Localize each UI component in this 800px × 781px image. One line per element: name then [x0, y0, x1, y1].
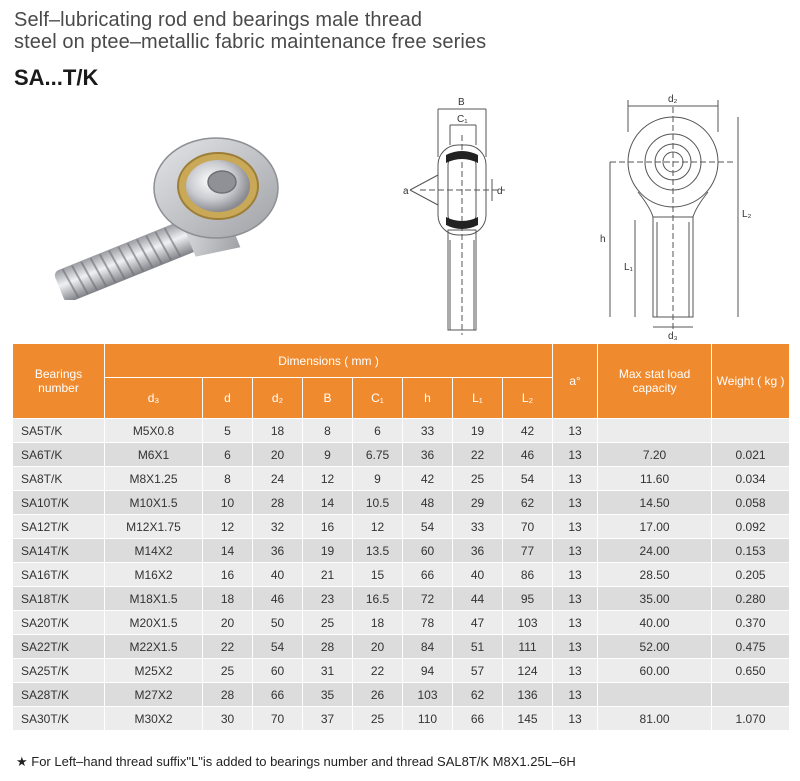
table-cell: 6: [203, 443, 253, 467]
table-cell: 66: [403, 563, 453, 587]
table-cell: 13: [553, 491, 598, 515]
table-cell: 33: [453, 515, 503, 539]
table-cell: 44: [453, 587, 503, 611]
table-cell: 12: [303, 467, 353, 491]
table-cell: 110: [403, 707, 453, 731]
front-view-drawing: [590, 92, 765, 342]
table-cell: 0.034: [712, 467, 790, 491]
table-cell: 46: [253, 587, 303, 611]
table-row: [13, 419, 790, 443]
table-cell: SA28T/K: [13, 683, 105, 707]
label-L1: L₁: [624, 262, 633, 273]
sub-header-cell: L₂: [503, 378, 553, 419]
table-cell: M8X1.25: [105, 467, 203, 491]
table-cell: 0.280: [712, 587, 790, 611]
table-row: [13, 635, 790, 659]
sub-header-cell: B: [303, 378, 353, 419]
table-cell: 23: [303, 587, 353, 611]
table-cell: M10X1.5: [105, 491, 203, 515]
table-cell: 42: [403, 467, 453, 491]
table-cell: [598, 683, 712, 707]
sub-header-cell: C₁: [353, 378, 403, 419]
table-cell: 25: [453, 467, 503, 491]
table-cell: 22: [203, 635, 253, 659]
table-cell: M6X1: [105, 443, 203, 467]
table-cell: 24: [253, 467, 303, 491]
table-cell: 13: [553, 707, 598, 731]
table-cell: 13: [553, 563, 598, 587]
table-cell: 18: [253, 419, 303, 443]
table-cell: 60.00: [598, 659, 712, 683]
table-cell: 0.370: [712, 611, 790, 635]
table-cell: 50: [253, 611, 303, 635]
table-cell: [598, 419, 712, 443]
table-cell: 18: [353, 611, 403, 635]
header-dimensions: Dimensions ( mm ): [105, 344, 553, 378]
table-cell: 70: [253, 707, 303, 731]
table-cell: 54: [503, 467, 553, 491]
table-cell: 25: [353, 707, 403, 731]
table-cell: 77: [503, 539, 553, 563]
table-cell: SA12T/K: [13, 515, 105, 539]
header-max-load: Max stat load capacity: [598, 344, 712, 419]
label-d2: d₂: [668, 94, 678, 105]
label-B: B: [458, 97, 465, 108]
table-cell: 20: [253, 443, 303, 467]
table-cell: 16: [203, 563, 253, 587]
table-cell: 9: [353, 467, 403, 491]
table-cell: 86: [503, 563, 553, 587]
table-cell: SA8T/K: [13, 467, 105, 491]
dimensions-table: [12, 343, 790, 731]
table-cell: M16X2: [105, 563, 203, 587]
table-cell: 8: [303, 419, 353, 443]
table-cell: 95: [503, 587, 553, 611]
table-row: [13, 707, 790, 731]
label-a: a: [403, 186, 409, 197]
header-weight: Weight ( kg ): [712, 344, 790, 419]
table-cell: 13: [553, 635, 598, 659]
table-cell: 66: [253, 683, 303, 707]
table-cell: M20X1.5: [105, 611, 203, 635]
title-line-2: steel on ptee–metallic fabric maintenance free series: [14, 31, 487, 53]
table-cell: 40.00: [598, 611, 712, 635]
table-cell: SA25T/K: [13, 659, 105, 683]
table-cell: 54: [403, 515, 453, 539]
table-cell: 24.00: [598, 539, 712, 563]
table-row: [13, 659, 790, 683]
header-a: a°: [553, 344, 598, 419]
table-cell: 0.092: [712, 515, 790, 539]
table-row: [13, 611, 790, 635]
table-cell: 62: [503, 491, 553, 515]
table-cell: 18: [203, 587, 253, 611]
label-L2: L₂: [742, 209, 752, 220]
table-cell: 28: [253, 491, 303, 515]
table-row: [13, 443, 790, 467]
table-cell: 36: [403, 443, 453, 467]
table-cell: SA6T/K: [13, 443, 105, 467]
table-cell: 28.50: [598, 563, 712, 587]
table-cell: 13: [553, 611, 598, 635]
table-cell: 0.021: [712, 443, 790, 467]
table-cell: 16.5: [353, 587, 403, 611]
table-cell: 60: [253, 659, 303, 683]
table-cell: M5X0.8: [105, 419, 203, 443]
table-cell: SA22T/K: [13, 635, 105, 659]
table-cell: SA16T/K: [13, 563, 105, 587]
table-cell: 13: [553, 683, 598, 707]
table-body: [13, 419, 790, 731]
table-cell: SA10T/K: [13, 491, 105, 515]
table-cell: 12: [353, 515, 403, 539]
table-cell: SA5T/K: [13, 419, 105, 443]
table-row: [13, 467, 790, 491]
table-cell: 60: [403, 539, 453, 563]
table-cell: 21: [303, 563, 353, 587]
series-title: SA...T/K: [14, 65, 99, 90]
table-cell: 15: [353, 563, 403, 587]
table-cell: 28: [303, 635, 353, 659]
table-cell: 22: [353, 659, 403, 683]
table-cell: 78: [403, 611, 453, 635]
table-cell: 25: [303, 611, 353, 635]
table-cell: 0.650: [712, 659, 790, 683]
table-cell: 28: [203, 683, 253, 707]
title-line-1: Self–lubricating rod end bearings male thread: [14, 9, 423, 31]
table-cell: 0.205: [712, 563, 790, 587]
table-cell: 145: [503, 707, 553, 731]
table-row: [13, 563, 790, 587]
table-cell: 124: [503, 659, 553, 683]
table-cell: 84: [403, 635, 453, 659]
table-row: [13, 539, 790, 563]
table-cell: 66: [453, 707, 503, 731]
table-cell: 103: [503, 611, 553, 635]
table-cell: 14.50: [598, 491, 712, 515]
table-cell: 46: [503, 443, 553, 467]
label-d: d: [497, 186, 503, 197]
table-cell: 94: [403, 659, 453, 683]
side-view-drawing: [380, 95, 520, 340]
table-cell: 16: [303, 515, 353, 539]
table-row: [13, 515, 790, 539]
table-cell: 51: [453, 635, 503, 659]
table-cell: 1.070: [712, 707, 790, 731]
table-cell: 37: [303, 707, 353, 731]
table-cell: 20: [203, 611, 253, 635]
table-cell: 103: [403, 683, 453, 707]
table-cell: 111: [503, 635, 553, 659]
table-cell: M27X2: [105, 683, 203, 707]
table-cell: 62: [453, 683, 503, 707]
table-cell: 7.20: [598, 443, 712, 467]
table-cell: 19: [453, 419, 503, 443]
table-cell: 13: [553, 419, 598, 443]
table-cell: 13: [553, 443, 598, 467]
table-cell: 10.5: [353, 491, 403, 515]
header-bearing-number: Bearings number: [13, 344, 105, 419]
table-cell: SA14T/K: [13, 539, 105, 563]
table-cell: 31: [303, 659, 353, 683]
table-cell: 36: [253, 539, 303, 563]
table-cell: 0.475: [712, 635, 790, 659]
table-cell: [712, 683, 790, 707]
table-cell: 5: [203, 419, 253, 443]
table-cell: 54: [253, 635, 303, 659]
table-cell: 0.153: [712, 539, 790, 563]
table-cell: 42: [503, 419, 553, 443]
table-cell: M12X1.75: [105, 515, 203, 539]
table-cell: 29: [453, 491, 503, 515]
table-cell: 17.00: [598, 515, 712, 539]
table-cell: 33: [403, 419, 453, 443]
sub-header-cell: d: [203, 378, 253, 419]
table-cell: 22: [453, 443, 503, 467]
table-cell: 70: [503, 515, 553, 539]
table-cell: 72: [403, 587, 453, 611]
table-cell: 32: [253, 515, 303, 539]
table-cell: 10: [203, 491, 253, 515]
table-cell: 52.00: [598, 635, 712, 659]
table-cell: 6: [353, 419, 403, 443]
table-cell: 13: [553, 587, 598, 611]
table-cell: 13: [553, 515, 598, 539]
table-row: [13, 683, 790, 707]
table-cell: 13: [553, 539, 598, 563]
table-cell: M30X2: [105, 707, 203, 731]
table-cell: 12: [203, 515, 253, 539]
sub-header-cell: h: [403, 378, 453, 419]
table-cell: 8: [203, 467, 253, 491]
table-cell: 13.5: [353, 539, 403, 563]
table-row: [13, 491, 790, 515]
footnote: ★ For Left–hand thread suffix"L"is added to bearings number and thread SAL8T/K M8X1.25L–6H: [16, 754, 576, 769]
table-cell: 35.00: [598, 587, 712, 611]
label-h: h: [600, 234, 606, 245]
table-cell: 11.60: [598, 467, 712, 491]
table-cell: 48: [403, 491, 453, 515]
label-C1: C₁: [457, 114, 468, 125]
table-cell: 0.058: [712, 491, 790, 515]
table-cell: 20: [353, 635, 403, 659]
label-d3: d₃: [668, 331, 678, 342]
sub-header-cell: d₂: [253, 378, 303, 419]
table-cell: 30: [203, 707, 253, 731]
table-cell: 136: [503, 683, 553, 707]
table-cell: M22X1.5: [105, 635, 203, 659]
table-cell: 47: [453, 611, 503, 635]
table-cell: 81.00: [598, 707, 712, 731]
table-cell: 14: [203, 539, 253, 563]
table-cell: 14: [303, 491, 353, 515]
table-cell: [712, 419, 790, 443]
sub-header-cell: L₁: [453, 378, 503, 419]
table-row: [13, 587, 790, 611]
sub-header-cell: d₃: [105, 378, 203, 419]
table-cell: M25X2: [105, 659, 203, 683]
table-cell: 19: [303, 539, 353, 563]
table-cell: 9: [303, 443, 353, 467]
table-cell: M14X2: [105, 539, 203, 563]
table-cell: 40: [453, 563, 503, 587]
table-cell: SA30T/K: [13, 707, 105, 731]
rod-end-photo: [48, 130, 288, 300]
table-cell: 35: [303, 683, 353, 707]
table-cell: 13: [553, 659, 598, 683]
table-cell: M18X1.5: [105, 587, 203, 611]
table-cell: SA20T/K: [13, 611, 105, 635]
table-cell: SA18T/K: [13, 587, 105, 611]
table-cell: 25: [203, 659, 253, 683]
table-cell: 6.75: [353, 443, 403, 467]
table-cell: 57: [453, 659, 503, 683]
table-cell: 13: [553, 467, 598, 491]
table-cell: 36: [453, 539, 503, 563]
table-cell: 40: [253, 563, 303, 587]
table-cell: 26: [353, 683, 403, 707]
